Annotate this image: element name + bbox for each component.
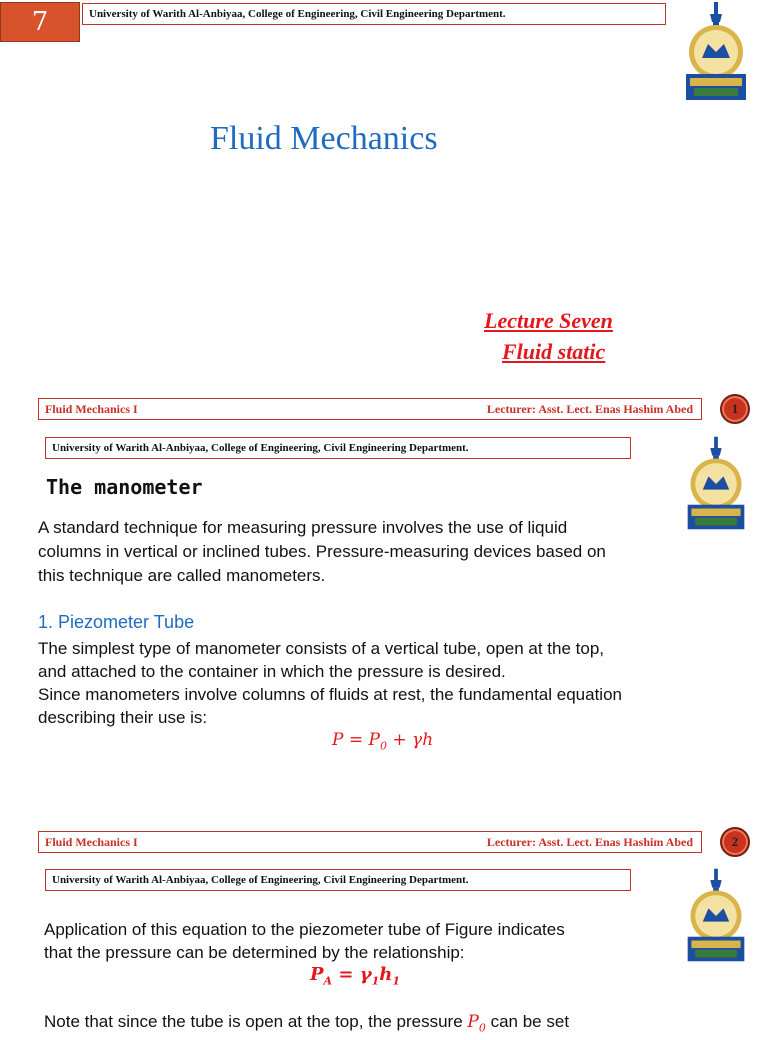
page-number: 7 bbox=[31, 7, 49, 37]
page-number-badge bbox=[0, 2, 80, 42]
piezometer-equation bbox=[310, 964, 400, 988]
university-header bbox=[82, 3, 666, 25]
slide-number-badge bbox=[720, 394, 750, 424]
university-header-text: University of Warith Al-Anbiyaa, College of Engineering, Civil Engineering Department. bbox=[52, 442, 469, 454]
partial-symbol-p: P bbox=[467, 1012, 479, 1032]
university-seal-icon bbox=[682, 434, 750, 532]
partial-symbol bbox=[467, 1012, 486, 1035]
footer-lecturer: Lecturer: Asst. Lect. Enas Hashim Abed bbox=[486, 834, 693, 849]
university-header bbox=[45, 437, 631, 459]
main-title: Fluid Mechanics bbox=[210, 120, 438, 157]
body-line-4: describing their use is: bbox=[38, 708, 208, 727]
university-header-text: University of Warith Al-Anbiyaa, College of Engineering, Civil Engineering Department. bbox=[52, 874, 469, 886]
partial-symbol-sub: 0 bbox=[478, 1021, 486, 1035]
body-line-3: Since manometers involve columns of fluids at rest, the fundamental equation bbox=[38, 685, 622, 704]
subsection-heading: 1. Piezometer Tube bbox=[38, 612, 195, 632]
slide-number: 1 bbox=[731, 401, 739, 416]
eq-term-p0: P bbox=[368, 730, 380, 750]
eq-term-gamma: γ bbox=[359, 964, 372, 985]
body-line-2: that the pressure can be determined by the relationship: bbox=[44, 943, 465, 962]
eq-sub-0: 0 bbox=[379, 739, 387, 753]
footer-course: Fluid Mechanics I bbox=[45, 834, 138, 849]
eq-equals: = bbox=[332, 964, 360, 985]
university-header-text: University of Warith Al-Anbiyaa, College of Engineering, Civil Engineering Department. bbox=[89, 8, 506, 20]
eq-sub-1: 1 bbox=[371, 974, 380, 988]
body-line-1: Application of this equation to the piezometer tube of Figure indicates bbox=[44, 920, 565, 939]
partial-line-tail: can be set bbox=[490, 1012, 570, 1031]
intro-line-1: A standard technique for measuring pressure involves the use of liquid bbox=[38, 518, 568, 537]
slide-footer bbox=[38, 398, 702, 420]
slide-number-badge bbox=[720, 827, 750, 857]
body-line-2: and attached to the container in which the pressure is desired. bbox=[38, 662, 506, 681]
slide-footer bbox=[38, 831, 702, 853]
eq-term-p: P bbox=[332, 730, 344, 750]
fundamental-equation bbox=[332, 730, 433, 752]
partial-line-text: Note that since the tube is open at the top, the pressure bbox=[44, 1012, 463, 1031]
lecture-topic: Fluid static bbox=[502, 339, 606, 364]
university-seal-icon bbox=[680, 0, 752, 102]
footer-lecturer: Lecturer: Asst. Lect. Enas Hashim Abed bbox=[486, 401, 693, 416]
eq-sub-1: 1 bbox=[392, 974, 401, 988]
university-seal-icon bbox=[682, 866, 750, 964]
intro-line-2: columns in vertical or inclined tubes. Pressure-measuring devices based on bbox=[38, 542, 606, 561]
section-heading: The manometer bbox=[46, 475, 203, 499]
eq-term-gamma-h: γh bbox=[412, 730, 434, 750]
body-line-1: The simplest type of manometer consists of a vertical tube, open at the top, bbox=[38, 639, 605, 658]
eq-term-h: h bbox=[379, 964, 393, 985]
eq-plus: + bbox=[386, 730, 413, 750]
eq-sub-a: A bbox=[323, 974, 333, 988]
footer-course: Fluid Mechanics I bbox=[45, 401, 138, 416]
intro-line-3: this technique are called manometers. bbox=[38, 566, 326, 585]
university-header bbox=[45, 869, 631, 891]
eq-equals: = bbox=[343, 730, 369, 750]
eq-term-p: P bbox=[310, 964, 324, 985]
partial-line bbox=[44, 1010, 569, 1040]
lecture-number: Lecture Seven bbox=[484, 308, 613, 333]
slide-number: 2 bbox=[731, 834, 739, 849]
